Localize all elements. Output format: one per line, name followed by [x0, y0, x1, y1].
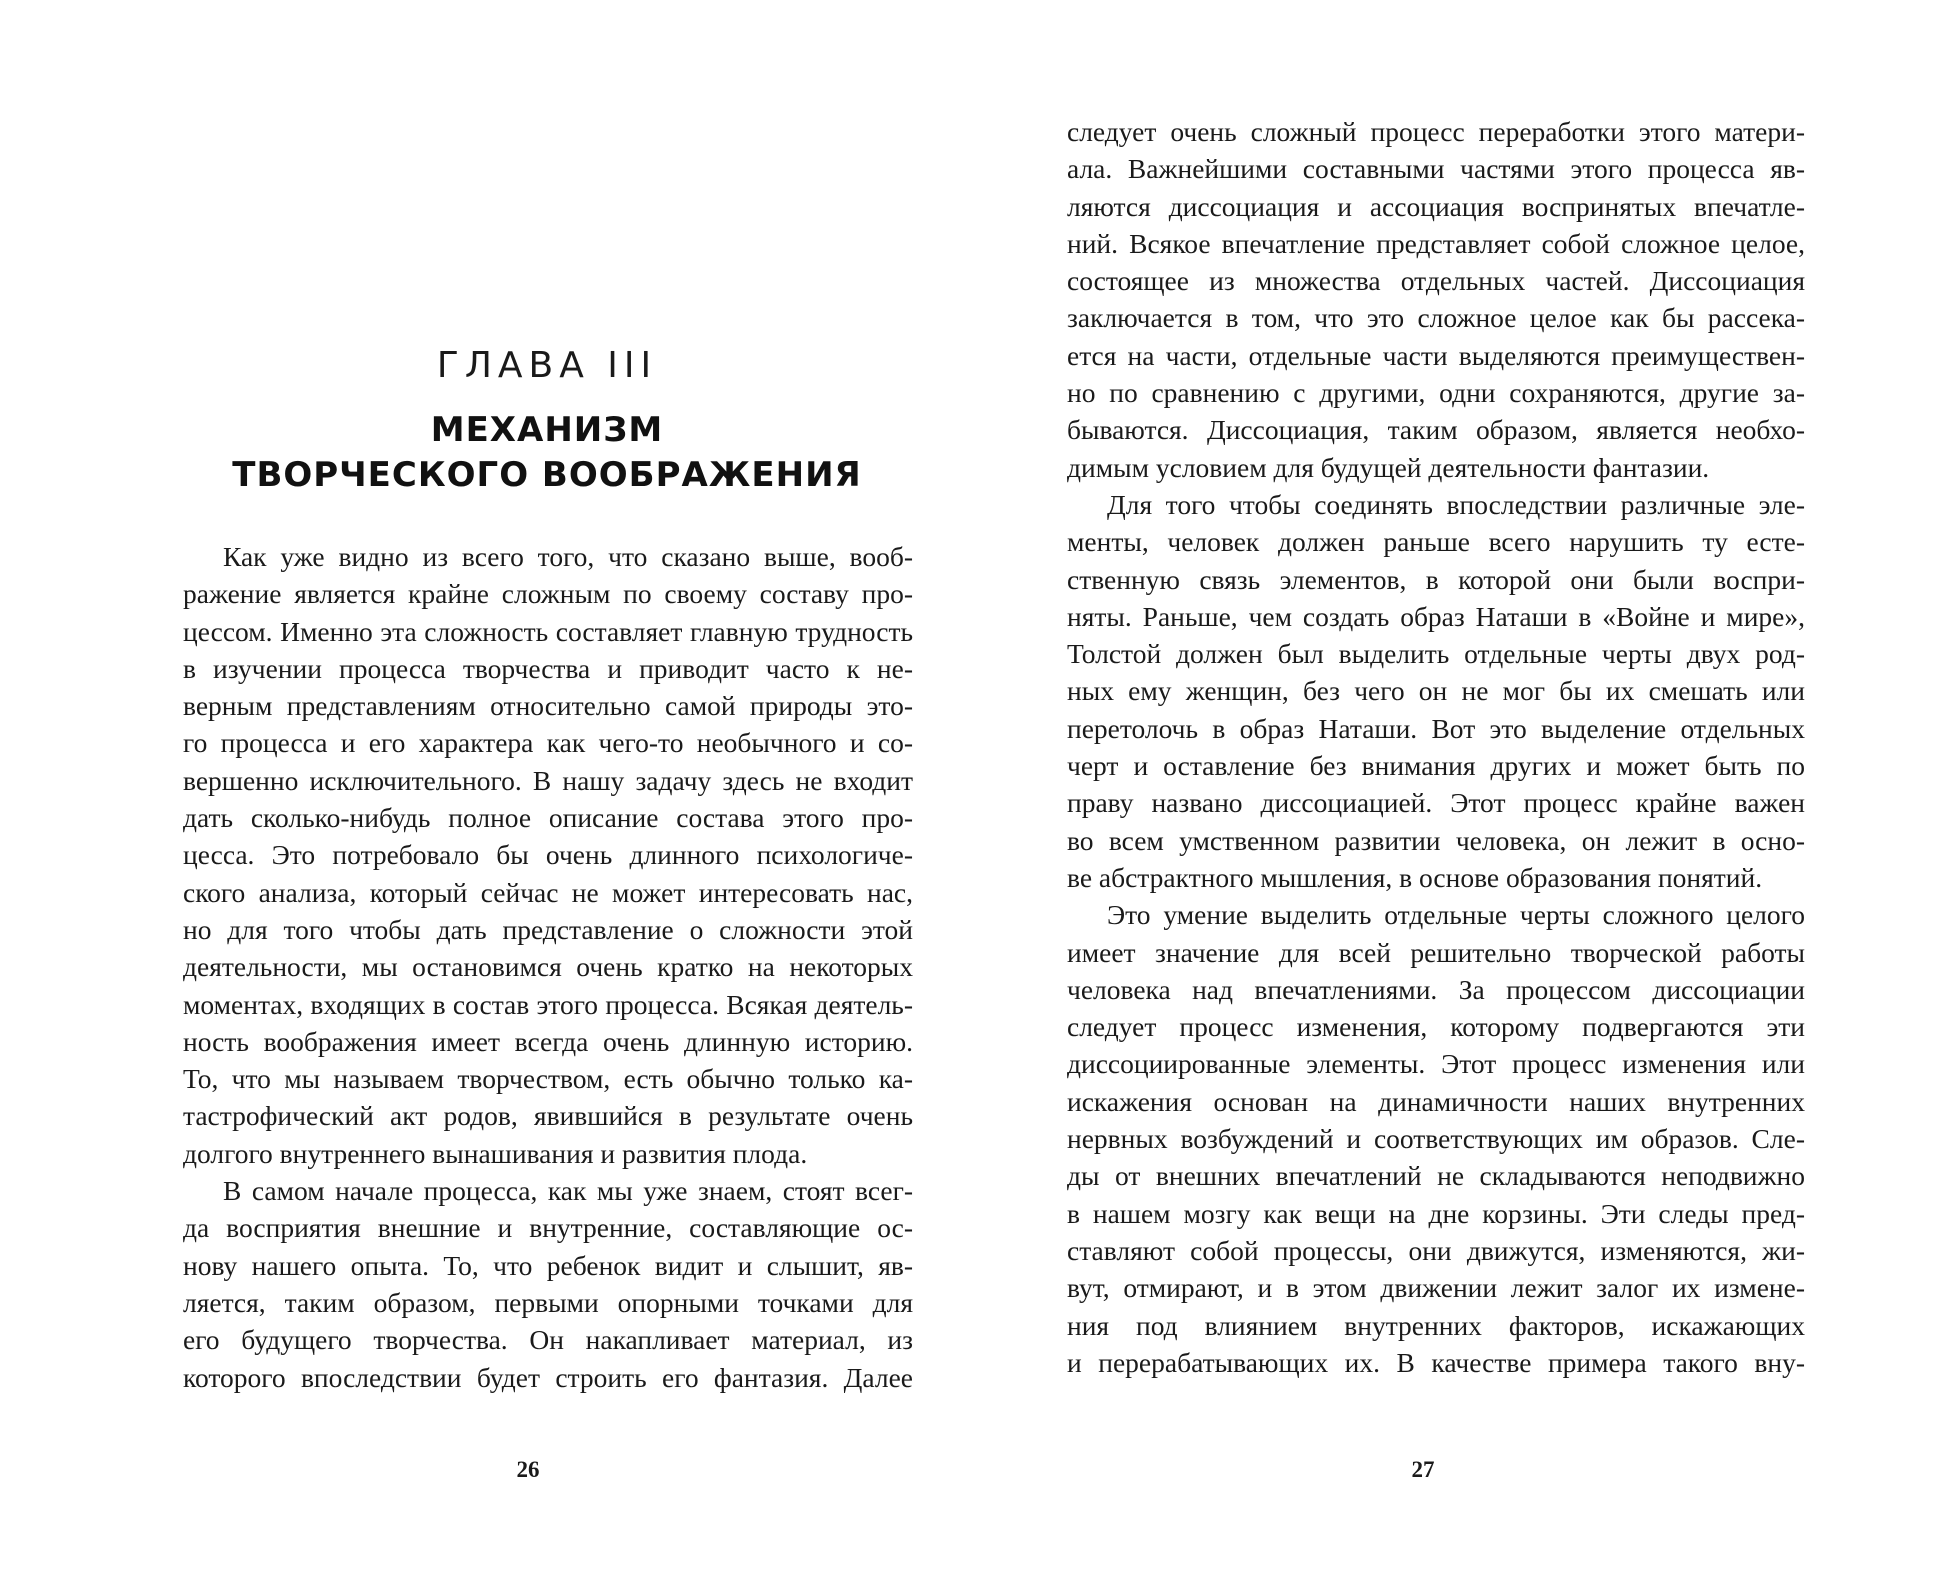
- text-line: верным представлениям относительно самой природы это-: [183, 690, 913, 722]
- text-line: ляются диссоциация и ассоциация воспринятых впечатле-: [1067, 190, 1805, 222]
- text-line: ала. Важнейшими составными частями этого процесса яв-: [1067, 153, 1805, 185]
- text-line: и перерабатывающих их. В качестве примера такого вну-: [1067, 1346, 1805, 1378]
- text-line: ского анализа, который сейчас не может интересовать нас,: [183, 876, 913, 908]
- chapter-label: ГЛАВА III: [436, 345, 658, 386]
- text-line: ляется, таким образом, первыми опорными точками для: [183, 1286, 913, 1318]
- chapter-title-line: ТВОРЧЕСКОГО ВООБРАЖЕНИЯ: [232, 455, 862, 495]
- text-line: То, что мы называем творчеством, есть обычно только ка-: [183, 1063, 913, 1095]
- text-line: диссоциированные элементы. Этот процесс изменения или: [1067, 1048, 1805, 1080]
- text-line: заключается в том, что это сложное целое как бы рассека-: [1067, 302, 1805, 334]
- text-line: но для того чтобы дать представление о сложности этой: [183, 913, 913, 945]
- text-line: но по сравнению с другими, одни сохраняются, другие за-: [1067, 377, 1805, 409]
- text-line: в изучении процесса творчества и приводит часто к не-: [183, 652, 913, 684]
- text-line: да восприятия внешние и внутренние, составляющие ос-: [183, 1212, 913, 1244]
- text-line: няты. Раньше, чем создать образ Наташи в «Войне и мире»,: [1067, 600, 1805, 632]
- chapter-title-line: МЕХАНИЗМ: [430, 410, 664, 450]
- text-line: его будущего творчества. Он накапливает материал, из: [183, 1324, 913, 1356]
- text-line: нову нашего опыта. То, что ребенок видит и слышит, яв-: [183, 1249, 913, 1281]
- page-number: 26: [516, 1457, 540, 1482]
- text-line: менты, человек должен раньше всего нарушить ту есте-: [1067, 526, 1805, 558]
- text-line: которого впоследствии будет строить его фантазия. Далее: [183, 1361, 913, 1393]
- text-line: цесса. Это потребовало бы очень длинного психологиче-: [183, 839, 913, 871]
- text-line: ставляют собой процессы, они движутся, изменяются, жи-: [1067, 1234, 1805, 1266]
- text-line: моментах, входящих в состав этого процесса. Всякая деятель-: [183, 988, 913, 1020]
- text-line: человека над впечатлениями. За процессом диссоциации: [1067, 973, 1805, 1005]
- text-line: димым условием для будущей деятельности фантазии.: [1067, 451, 1710, 483]
- right-page-text: [1067, 113, 1805, 1381]
- text-line: долгого внутреннего вынашивания и развития плода.: [183, 1137, 808, 1169]
- text-line: Как уже видно из всего того, что сказано выше, вооб-: [223, 541, 913, 572]
- text-line: Толстой должен был выделить отдельные черты двух род-: [1067, 638, 1805, 670]
- right-page: [969, 0, 1938, 1578]
- text-line: го процесса и его характера как чего-то необычного и со-: [183, 727, 913, 759]
- text-line: Это умение выделить отдельные черты сложного целого: [1107, 899, 1805, 931]
- text-line: искажения основан на динамичности наших внутренних: [1067, 1085, 1805, 1117]
- text-line: следует процесс изменения, которому подвергаются эти: [1067, 1011, 1805, 1043]
- text-line: Для того чтобы соединять впоследствии различные эле-: [1107, 488, 1805, 520]
- text-line: ды от внешних впечатлений не складываются неподвижно: [1067, 1160, 1805, 1192]
- text-line: ственную связь элементов, в которой они были воспри-: [1067, 563, 1805, 595]
- text-line: ется на части, отдельные части выделяются преимуществен-: [1067, 339, 1805, 371]
- text-line: вершенно исключительного. В нашу задачу здесь не входит: [183, 764, 913, 796]
- text-line: В самом начале процесса, как мы уже знаем, стоят всег-: [223, 1175, 913, 1207]
- text-line: в нашем мозгу как вещи на дне корзины. Эти следы пред-: [1067, 1197, 1805, 1229]
- page-number: 27: [1411, 1457, 1435, 1482]
- left-page-text: [183, 538, 913, 1396]
- chapter-title: [182, 408, 912, 498]
- text-line: ражение является крайне сложным по своему составу про-: [183, 578, 913, 610]
- text-line: имеет значение для всей решительно творческой работы: [1067, 936, 1805, 968]
- text-line: черт и оставление без внимания других и может быть по: [1067, 750, 1805, 782]
- text-line: ния под влиянием внутренних факторов, искажающих: [1067, 1309, 1805, 1341]
- text-line: ных ему женщин, без чего он не мог бы их смешать или: [1067, 675, 1805, 707]
- text-line: ний. Всякое впечатление представляет собой сложное целое,: [1067, 227, 1805, 259]
- text-line: бываются. Диссоциация, таким образом, является необхо-: [1067, 414, 1805, 446]
- text-line: дать сколько-нибудь полное описание состава этого про-: [183, 802, 913, 834]
- text-line: ве абстрактного мышления, в основе образования понятий.: [1067, 861, 1763, 893]
- text-line: вут, отмирают, и в этом движении лежит залог их измене-: [1067, 1272, 1805, 1304]
- text-line: деятельности, мы остановимся очень кратко на некоторых: [183, 951, 913, 983]
- text-line: нервных возбуждений и соответствующих им образов. Сле-: [1067, 1123, 1805, 1155]
- text-line: ность воображения имеет всегда очень длинную историю.: [183, 1025, 913, 1057]
- text-line: тастрофический акт родов, явившийся в результате очень: [183, 1100, 913, 1132]
- text-line: праву названо диссоциацией. Этот процесс крайне важен: [1067, 787, 1805, 819]
- text-line: перетолочь в образ Наташи. Вот это выделение отдельных: [1067, 712, 1805, 744]
- text-line: следует очень сложный процесс переработки этого матери-: [1067, 116, 1805, 147]
- text-line: состоящее из множества отдельных частей. Диссоциация: [1067, 265, 1805, 297]
- text-line: цессом. Именно эта сложность составляет главную трудность: [183, 615, 913, 647]
- text-line: во всем умственном развитии человека, он лежит в осно-: [1067, 824, 1805, 856]
